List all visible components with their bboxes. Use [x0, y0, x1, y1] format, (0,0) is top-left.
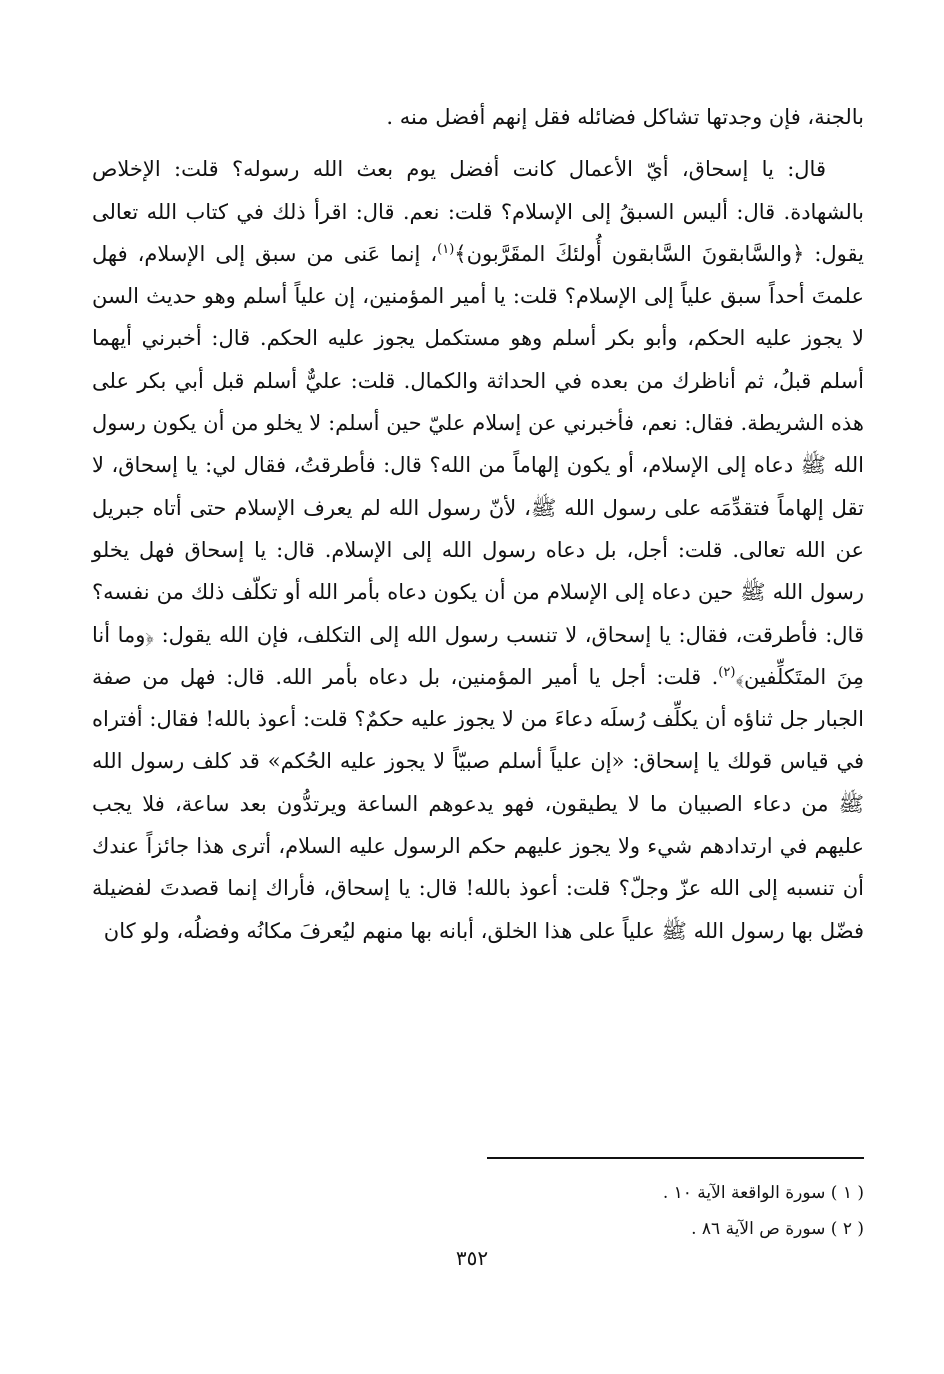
page-number: ٣٥٢ [455, 1246, 489, 1270]
footnote-ref-2[interactable]: (٢) [718, 664, 736, 680]
main-text [92, 96, 864, 952]
footnote-1: ( ١ ) سورة الواقعة الآية ١٠ . [662, 1183, 864, 1203]
text-segment-2: ، إنما عَنى من سبق إلى الإسلام، فهل علمتَ أحداً سبق علياً إلى الإسلام؟ قلت: يا أمير المؤمنين، إن علياً أسلم وهو حديث السن لا يجوز عليه الحكم، وأبو بكر أسلم وهو مستكمل يجوز عليه الحكم. قال: أخبرني أيهما أسلم قبلُ، ثم أناظرك من بعده في الحداثة والكمال. قلت: عليٌّ أسلم قبل أبي بكر على هذه الشريطة. فقال: نعم، فأخبرني عن إسلام عليّ حين أسلم: لا يخلو من أن يكون رسول الله ﷺ دعاه إلى الإسلام، أو يكون إلهاماً من الله؟ قال: فأطرقتُ، فقال لي: يا إسحاق، لا تقل إلهاماً فتقدِّمَه على رسول الله ﷺ، لأنّ رسول الله لم يعرف الإسلام حتى أتاه جبريل عن الله تعالى. قلت: أجل، بل دعاه رسول الله إلى الإسلام. قال: يا إسحاق فهل يخلو رسول الله ﷺ حين دعاه إلى الإسلام من أن يكون دعاه بأمر الله أو تكلّف ذلك من نفسه؟ قال: فأطرقت، فقال: يا إسحاق، لا تنسب رسول الله إلى التكلف، فإن الله يقول: ﴿وما أنا مِنَ المتَكلِّفين﴾ [92, 241, 864, 689]
footnote-2: ( ٢ ) سورة ص الآية ٨٦ . [691, 1219, 864, 1239]
paragraph-continuation: بالجنة، فإن وجدتها تشاكل فضائله فقل إنهم أفضل منه . [386, 105, 864, 129]
paragraph-main [92, 148, 864, 952]
footnotes [500, 1175, 864, 1247]
footnote-ref-1[interactable]: (١) [437, 241, 455, 257]
text-segment-1: قال: يا إسحاق، أيّ الأعمال كانت أفضل يوم بعث الله رسوله؟ قلت: الإخلاص بالشهادة. قال: أليس السبقُ إلى الإسلام؟ قلت: نعم. قال: اقرأ ذلك في كتاب الله تعالى يقول: ﴿والسَّابقونَ السَّابقون أُولئكَ المقَرَّبون﴾ [92, 157, 864, 266]
footnote-divider [487, 1157, 864, 1159]
text-segment-3: . قلت: أجل يا أمير المؤمنين، بل دعاه بأمر الله. قال: فهل من صفة الجبار جل ثناؤه أن يكلِّف رُسلَه دعاءَ من لا يجوز عليه حكمٌ؟ قلت: أعوذ بالله! فقال: أفتراه في قياس قولك يا إسحاق: «إن علياً أسلم صبيّاً لا يجوز عليه الحُكم» قد كلف رسول الله ﷺ من دعاء الصبيان ما لا يطيقون، فهو يدعوهم الساعة ويرتدُّون بعد ساعة، فلا يجب عليهم في ارتدادهم شيء ولا يجوز عليهم حكم الرسول عليه السلام، أترى هذا جائزاً عندك أن تنسبه إلى الله عزّ وجلّ؟ قلت: أعوذ بالله! قال: يا إسحاق، فأراك إنما قصدتَ لفضيلة فضّل بها رسول الله ﷺ علياً على هذا الخلق، أبانه بها منهم ليُعرفَ مكانُه وفضلُه، ولو كان [92, 664, 864, 943]
